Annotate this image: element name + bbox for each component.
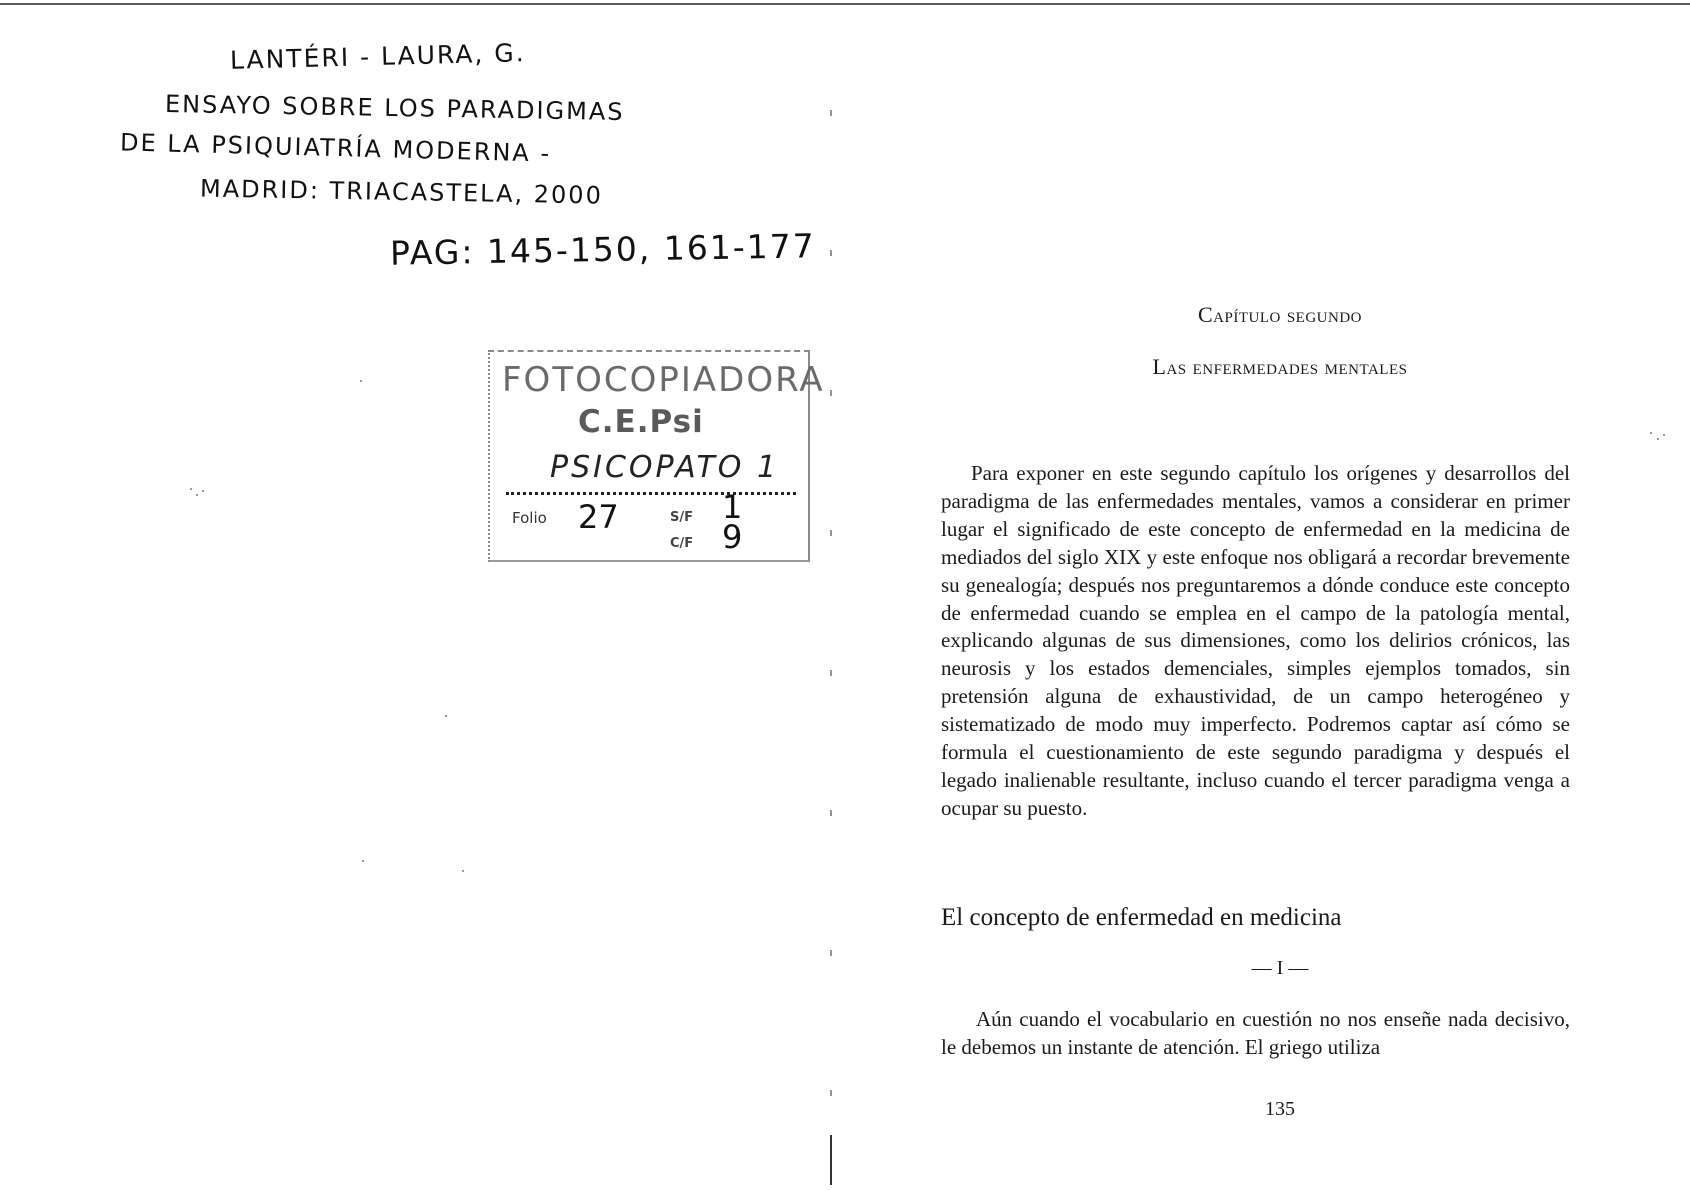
section-number: — I — (1251, 957, 1309, 979)
section-heading: El concepto de enfermedad en medicina (941, 904, 1342, 931)
book-gutter-bottom (830, 1135, 832, 1185)
stamp-folio-label: Folio (512, 509, 547, 527)
scan-speck (1657, 438, 1659, 440)
book-gutter (830, 20, 832, 1180)
scan-speck (196, 494, 198, 496)
stamp-sf-value: 1 (722, 488, 743, 526)
handwritten-publisher: MADRID: TRIACASTELA, 2000 (199, 174, 604, 210)
stamp-title: FOTOCOPIADORA (502, 360, 825, 400)
stamp-folio-value: 27 (578, 498, 619, 536)
handwritten-author: LANTÉRI - LAURA, G. (229, 38, 526, 75)
handwritten-pages: PAG: 145-150, 161-177 (389, 226, 817, 273)
scan-speck (462, 870, 464, 872)
body-paragraph-intro: Para exponer en este segundo capítulo los orígenes y desarrollos del paradigma de las enfermedades mentales, vamos a considerar en primer lugar el significado de este concepto de enfermedad en la medicina de mediados del siglo XIX y este enfoque nos obligará a recordar brevemente su genealogía; después nos preguntaremos a dónde conduce este concepto de enfermedad cuando se emplea en el campo de la patología mental, explicando algunas de sus dimensiones, como los delirios crónicos, las neurosis y los estados demenciales, simples ejemplos tomados, sin pretensión alguna de exhaustividad, de un campo heterogéneo y sistematizado de modo muy imperfecto. Podremos captar así cómo se formula el cuestionamiento de este segundo paradigma y después el legado inalienable resultante, incluso cuando el tercer paradigma venga a ocupar su puesto. (941, 461, 1570, 820)
stamp-organization: C.E.Psi (578, 404, 704, 440)
handwritten-title-line-1: ENSAYO SOBRE LOS PARADIGMAS (164, 89, 625, 127)
body-paragraph-section-1: Aún cuando el vocabulario en cuestión no nos enseñe nada decisivo, le debemos un instante de atención. El griego utiliza (941, 1007, 1570, 1059)
stamp-divider (506, 492, 796, 495)
chapter-label: Capítulo segundo (1197, 302, 1362, 327)
scan-speck (202, 490, 204, 492)
scan-speck (360, 380, 362, 382)
photocopy-stamp (488, 350, 825, 562)
page-number: 135 (1265, 1098, 1295, 1120)
stamp-sf-label: S/F (670, 510, 693, 525)
scan-top-edge (0, 3, 1690, 5)
scan-speck (1663, 434, 1665, 436)
scan-speck (1650, 432, 1652, 434)
scan-speck (445, 715, 447, 717)
chapter-title: Las enfermedades mentales (1152, 354, 1408, 379)
stamp-cf-value: 9 (722, 518, 743, 556)
scan-speck (190, 488, 192, 490)
stamp-department: PSICOPATO 1 (550, 450, 780, 485)
stamp-cf-label: C/F (670, 536, 694, 551)
scan-speck (362, 860, 364, 862)
handwritten-title-line-2: DE LA PSIQUIATRÍA MODERNA - (119, 128, 552, 168)
